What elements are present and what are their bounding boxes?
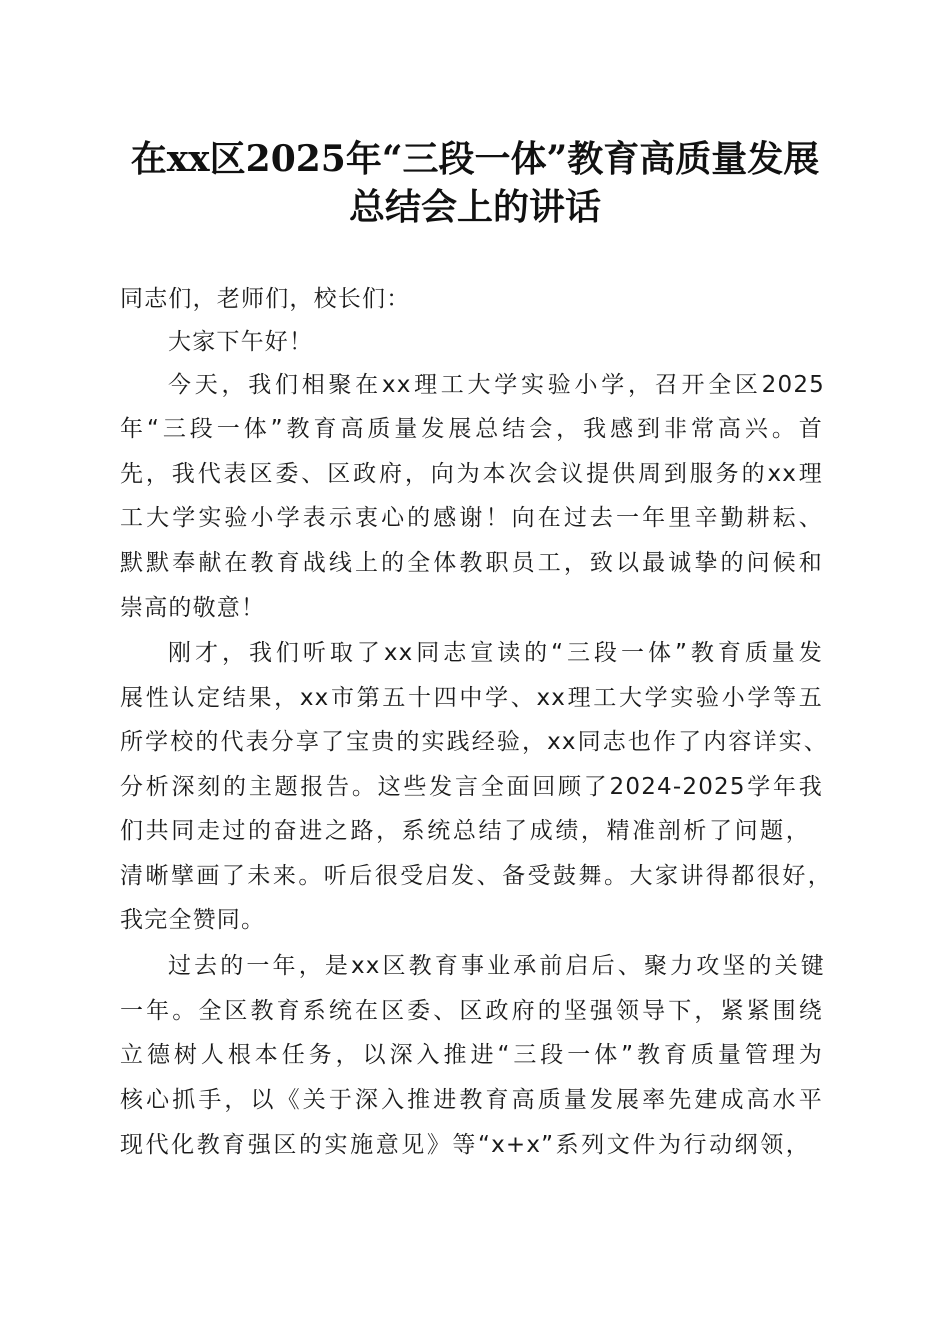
paragraph-1-line: 工大学实验小学表示衷心的感谢！向在过去一年里辛勤耕耘、 (120, 505, 823, 531)
salutation: 同志们，老师们，校长们： (120, 286, 411, 312)
greeting: 大家下午好！ (168, 329, 314, 355)
paragraph-3-line: 立德树人根本任务，以深入推进“三段一体”教育质量管理为 (120, 1042, 823, 1068)
paragraph-3-line: 一年。全区教育系统在区委、区政府的坚强领导下，紧紧围绕 (120, 998, 823, 1024)
paragraph-2-line: 展性认定结果，xx市第五十四中学、xx理工大学实验小学等五 (120, 685, 823, 711)
paragraph-2-line: 所学校的代表分享了宝贵的实践经验，xx同志也作了内容详实、 (120, 729, 828, 755)
paragraph-1-line: 默默奉献在教育战线上的全体教职员工，致以最诚挚的问候和 (120, 550, 823, 576)
paragraph-1-line: 崇高的敬意！ (120, 595, 266, 621)
paragraph-2-line: 们共同走过的奋进之路，系统总结了成绩，精准剖析了问题， (120, 818, 810, 844)
paragraph-3-line: 核心抓手，以《关于深入推进教育高质量发展率先建成高水平 (120, 1087, 823, 1113)
document-title-line-2: 总结会上的讲话 (348, 186, 601, 228)
paragraph-3-line: 现代化教育强区的实施意见》等“x+x”系列文件为行动纲领， (120, 1132, 810, 1158)
paragraph-2-line: 清晰擘画了未来。听后很受启发、备受鼓舞。大家讲得都很好， (120, 863, 832, 889)
paragraph-2-line: 我完全赞同。 (120, 907, 266, 933)
document-title-line-1: 在xx区2025年“三段一体”教育高质量发展 (130, 138, 820, 180)
paragraph-1-line: 先，我代表区委、区政府，向为本次会议提供周到服务的xx理 (120, 461, 823, 487)
paragraph-1-line: 今天，我们相聚在xx理工大学实验小学，召开全区2025 (168, 372, 825, 398)
paragraph-2-line: 刚才，我们听取了xx同志宣读的“三段一体”教育质量发 (168, 640, 823, 666)
paragraph-2-line: 分析深刻的主题报告。这些发言全面回顾了2024-2025学年我 (120, 774, 823, 800)
paragraph-1-line: 年“三段一体”教育高质量发展总结会，我感到非常高兴。首 (120, 416, 823, 442)
paragraph-3-line: 过去的一年，是xx区教育事业承前启后、聚力攻坚的关键 (168, 953, 825, 979)
